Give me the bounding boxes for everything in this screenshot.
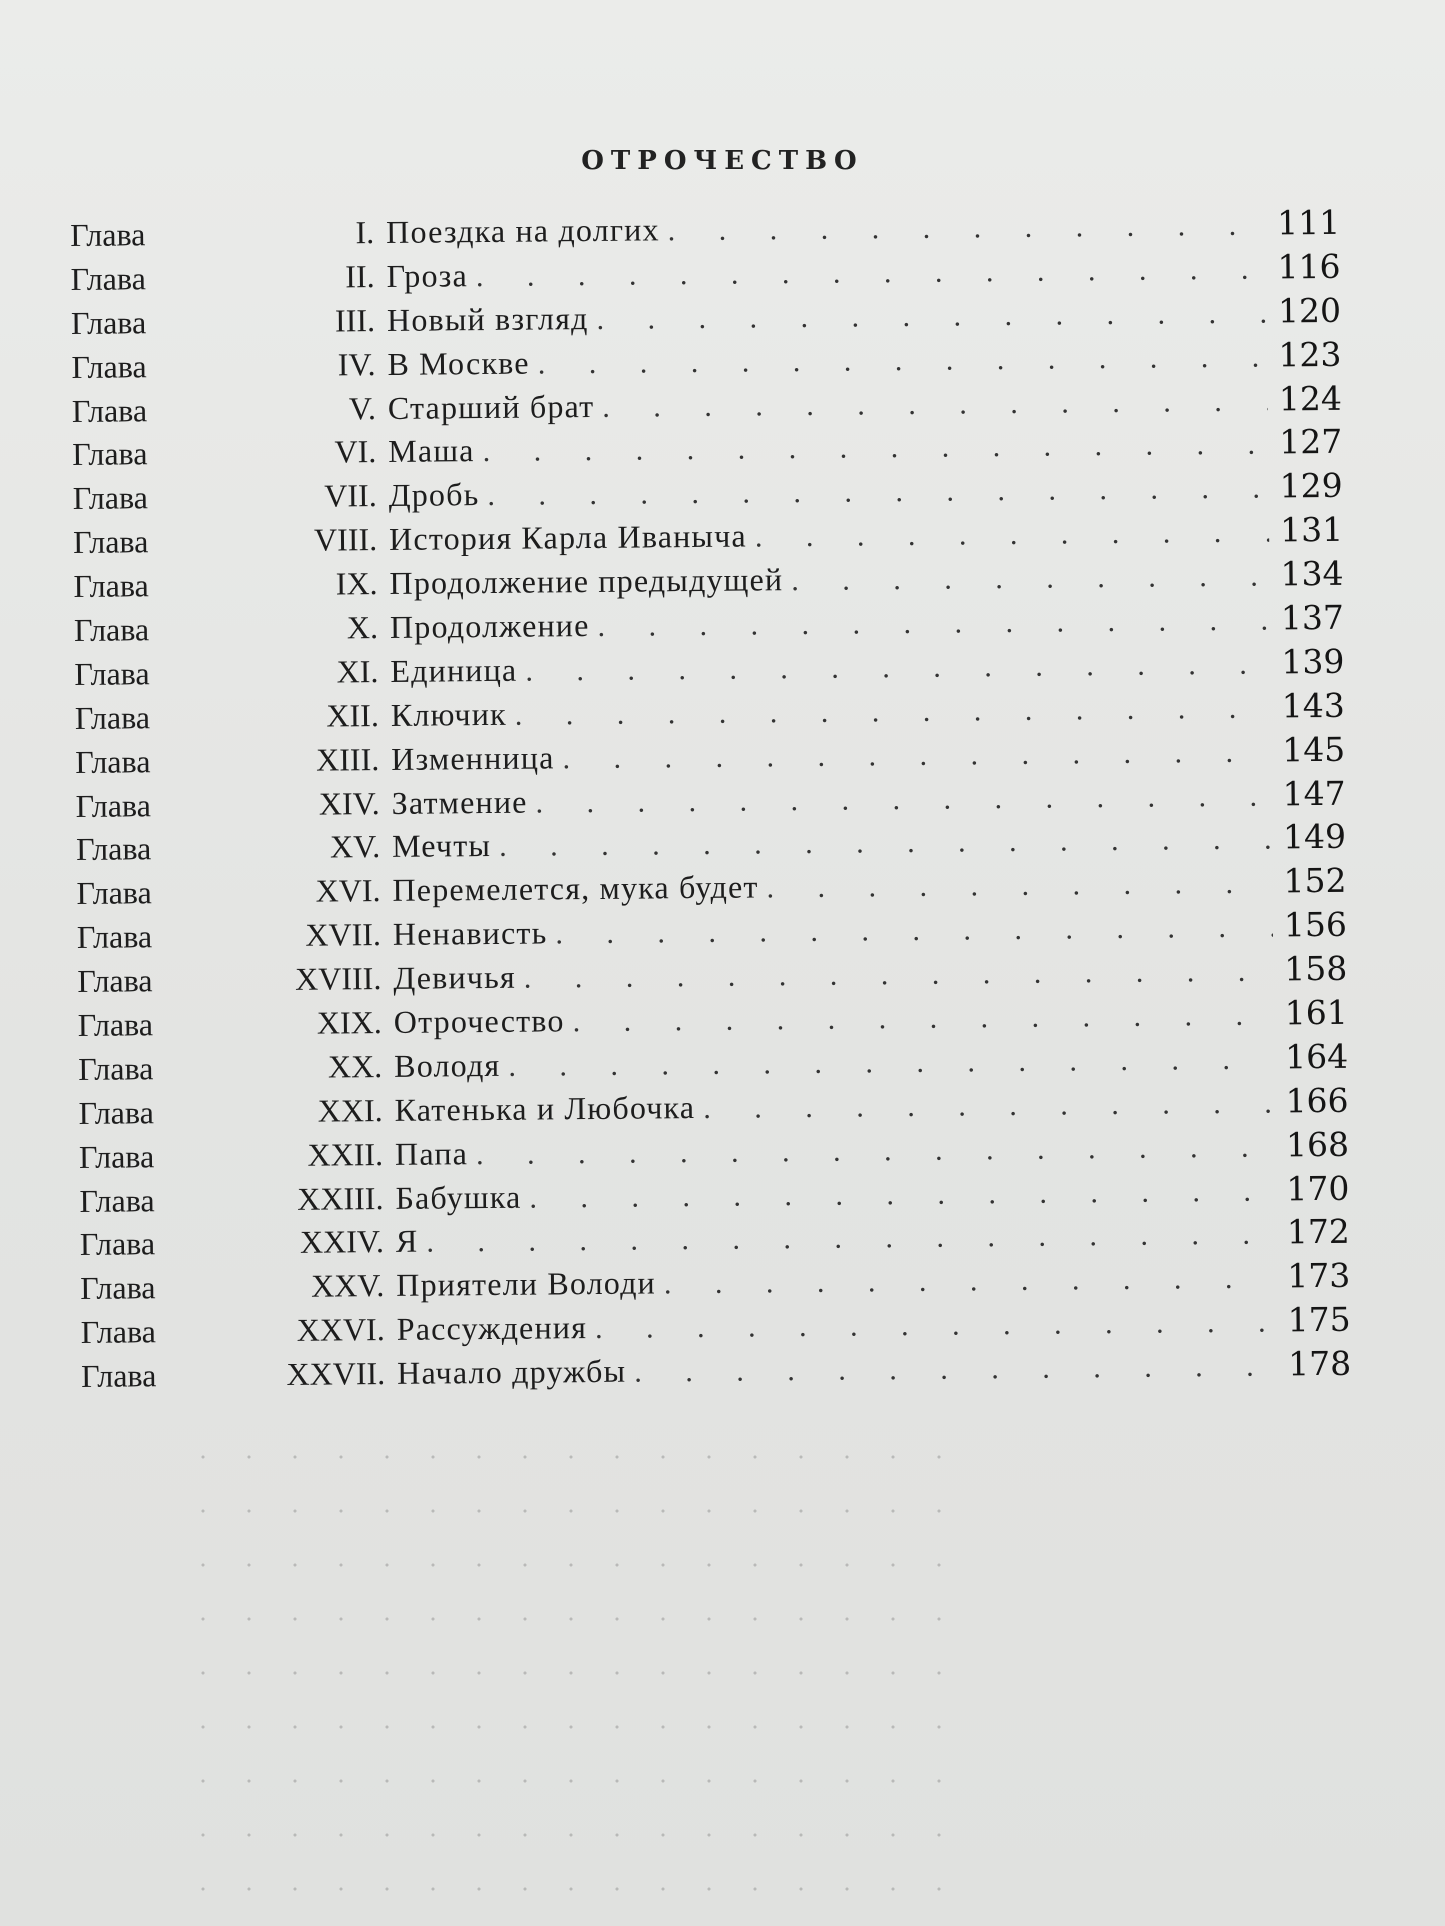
chapter-label: Глава <box>75 786 152 824</box>
section-heading: ОТРОЧЕСТВО <box>581 146 864 176</box>
page-number: 143 <box>1281 685 1345 726</box>
chapter-label: Глава <box>78 1137 155 1175</box>
chapter-label: Глава <box>72 479 149 517</box>
chapter-label: Глава <box>77 962 153 1000</box>
chapter-number: XXVI. <box>296 1311 385 1349</box>
chapter-number: XVIII. <box>295 960 382 998</box>
chapter-title: Катенька и Любочка <box>394 1088 696 1128</box>
chapter-title: Девичья <box>393 958 516 997</box>
chapter-label: Глава <box>75 742 151 780</box>
chapter-title: Дробь <box>388 476 480 514</box>
chapter-label: Глава <box>71 347 147 385</box>
page-number: 139 <box>1281 641 1345 682</box>
chapter-label: Глава <box>80 1269 156 1307</box>
chapter-title: Папа <box>394 1134 469 1172</box>
page-number: 170 <box>1286 1168 1350 1208</box>
chapter-title: Володя <box>394 1046 501 1084</box>
chapter-title: Ключик <box>390 695 507 733</box>
chapter-number: IX. <box>335 565 378 602</box>
chapter-number: XXI. <box>317 1091 383 1129</box>
chapter-title: Затмение <box>391 783 528 821</box>
page-number: 116 <box>1277 246 1341 287</box>
page-number: 168 <box>1285 1124 1350 1165</box>
chapter-label: Глава <box>80 1357 157 1395</box>
chapter-title: Гроза <box>386 257 469 294</box>
page-number: 137 <box>1280 597 1345 638</box>
chapter-label: Глава <box>78 1050 154 1087</box>
chapter-title: Поездка на долгих <box>386 211 660 250</box>
page-number: 178 <box>1287 1343 1352 1384</box>
page-number: 145 <box>1282 729 1346 770</box>
chapter-label: Глава <box>70 260 146 297</box>
page-number: 152 <box>1283 861 1347 901</box>
chapter-number: VIII. <box>313 521 378 558</box>
chapter-number: XXV. <box>310 1267 385 1305</box>
page-number: 166 <box>1285 1080 1349 1121</box>
chapter-title: Отрочество <box>393 1002 565 1040</box>
chapter-label: Глава <box>77 1006 154 1043</box>
chapter-number: XI. <box>336 652 379 690</box>
chapter-number: III. <box>334 301 376 339</box>
page-number: 164 <box>1284 1036 1349 1077</box>
chapter-label: Глава <box>70 216 146 253</box>
chapter-label: Глава <box>72 435 148 473</box>
chapter-number: XXII. <box>307 1135 384 1173</box>
dot-leader <box>766 862 1272 911</box>
chapter-number: XXVII. <box>286 1355 386 1393</box>
page-number: 149 <box>1282 817 1347 857</box>
chapter-number: VII. <box>324 477 377 514</box>
chapter-number: V. <box>348 389 377 426</box>
page-number: 111 <box>1276 202 1341 243</box>
chapter-title: Единица <box>390 651 518 689</box>
page-number: 147 <box>1282 773 1346 813</box>
chapter-label: Глава <box>71 391 148 429</box>
chapter-title: Приятели Володи <box>396 1264 657 1304</box>
page-number: 124 <box>1278 378 1343 418</box>
chapter-number: XVI. <box>315 872 381 910</box>
chapter-number: XIX. <box>316 1004 382 1041</box>
chapter-title: История Карла Иваныча <box>388 517 748 558</box>
chapter-label: Глава <box>76 874 152 912</box>
page-number: 158 <box>1284 948 1348 989</box>
page-number: 175 <box>1287 1300 1351 1340</box>
chapter-number: XXIV. <box>299 1223 385 1261</box>
dot-leader <box>755 511 1270 560</box>
chapter-title: Рассуждения <box>396 1309 588 1348</box>
chapter-title: Ненависть <box>392 914 548 953</box>
chapter-title: Я <box>395 1223 419 1260</box>
page-number: 129 <box>1279 466 1343 506</box>
page-number: 173 <box>1287 1256 1351 1296</box>
page-number: 127 <box>1279 422 1343 462</box>
chapter-number: II. <box>345 257 375 295</box>
chapter-title: Бабушка <box>395 1178 522 1216</box>
chapter-title: В Москве <box>387 344 530 382</box>
chapter-number: VI. <box>334 433 377 470</box>
chapter-number: X. <box>346 609 379 646</box>
chapter-title: Продолжение предыдущей <box>389 561 784 602</box>
chapter-title: Мечты <box>391 827 492 865</box>
chapter-number: XII. <box>326 696 380 734</box>
chapter-label: Глава <box>73 611 150 648</box>
chapter-label: Глава <box>79 1181 155 1219</box>
table-of-contents <box>70 201 1351 1398</box>
chapter-title: Новый взгляд <box>386 299 589 338</box>
show-through-dots <box>180 1430 980 1910</box>
page-number: 172 <box>1286 1212 1351 1252</box>
chapter-title: Перемелется, мука будет <box>392 868 759 909</box>
chapter-label: Глава <box>73 567 149 605</box>
chapter-label: Глава <box>75 830 152 868</box>
dot-leader <box>791 555 1270 603</box>
chapter-title: Начало дружбы <box>396 1352 627 1392</box>
chapter-title: Продолжение <box>389 607 590 645</box>
dot-leader <box>634 1345 1277 1395</box>
page-number: 134 <box>1280 553 1344 594</box>
page-number: 161 <box>1284 992 1348 1033</box>
chapter-number: XXIII. <box>297 1179 384 1217</box>
chapter-label: Глава <box>72 523 149 561</box>
page-number: 131 <box>1279 510 1344 550</box>
chapter-label: Глава <box>78 1094 154 1131</box>
page-number: 120 <box>1277 290 1342 331</box>
chapter-title: Изменница <box>391 739 555 777</box>
chapter-label: Глава <box>70 304 147 341</box>
chapter-label: Глава <box>80 1313 157 1351</box>
chapter-label: Глава <box>79 1225 156 1263</box>
chapter-number: XX. <box>327 1047 383 1085</box>
page-number: 156 <box>1283 905 1348 945</box>
chapter-label: Глава <box>74 655 150 692</box>
chapter-number: XIII. <box>316 740 380 778</box>
chapter-number: IV. <box>337 345 376 383</box>
chapter-label: Глава <box>76 918 153 956</box>
chapter-number: XV. <box>329 828 381 866</box>
page-number: 123 <box>1278 334 1342 375</box>
chapter-number: XVII. <box>305 916 382 954</box>
chapter-number: I. <box>355 214 375 251</box>
chapter-label: Глава <box>74 699 151 736</box>
chapter-title: Маша <box>388 432 475 470</box>
chapter-number: XIV. <box>318 784 380 822</box>
chapter-title: Старший брат <box>387 387 595 426</box>
